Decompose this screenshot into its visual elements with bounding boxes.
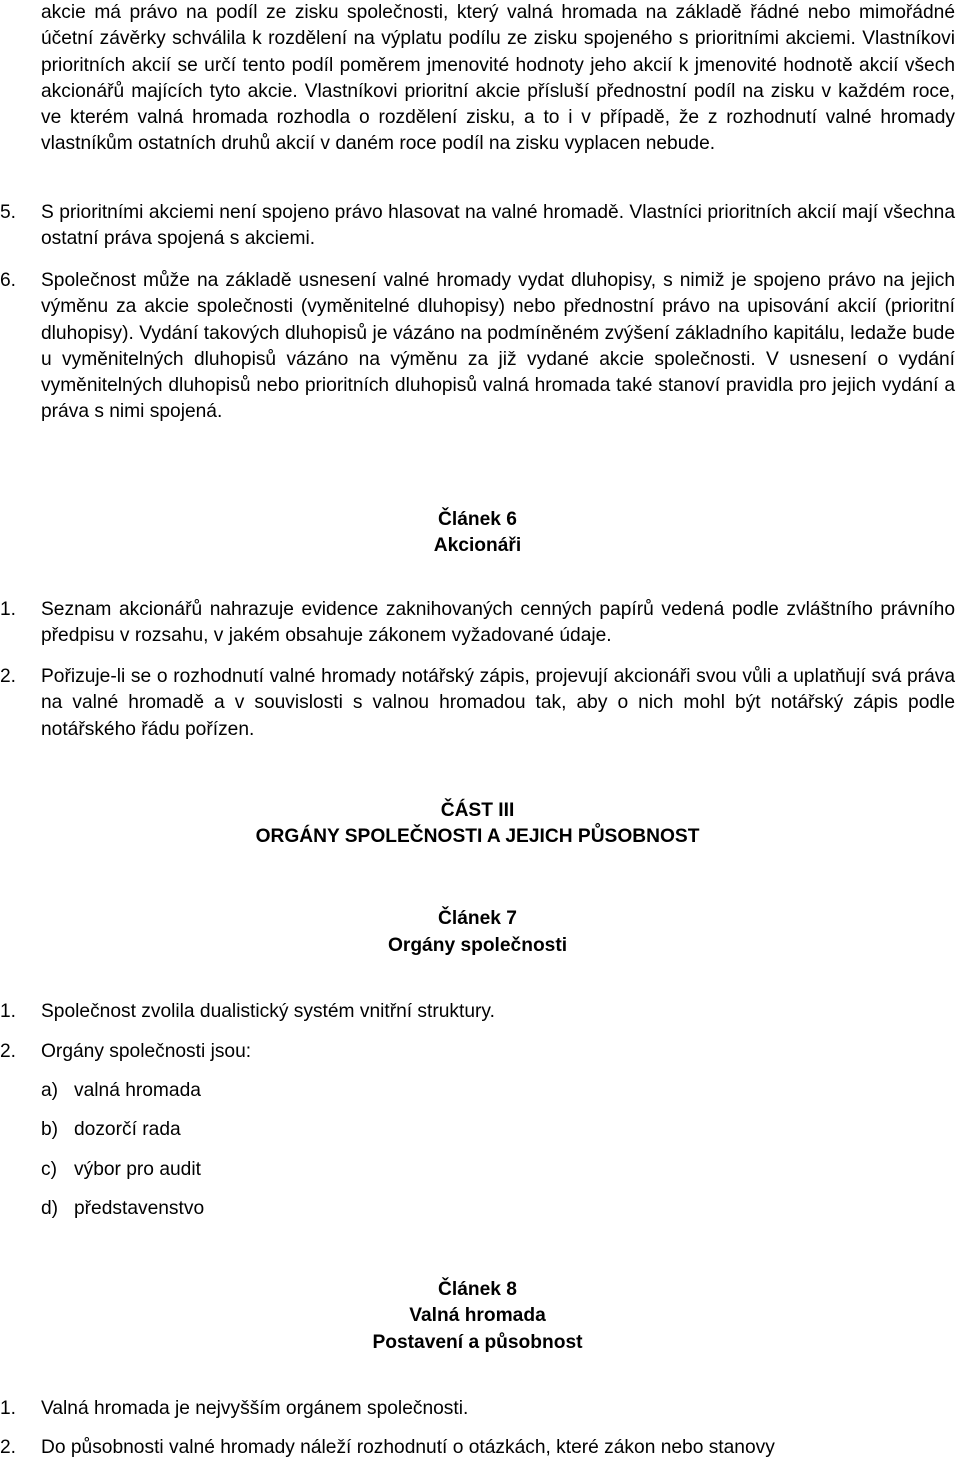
article-8-subtitle: Valná hromada: [409, 1305, 546, 1326]
article-7-subtitle: Orgány společnosti: [387, 935, 568, 956]
paragraph-text: Orgány společnosti jsou:: [41, 1041, 252, 1062]
article-6-item-1: [0, 597, 955, 650]
paragraph-number: 2.: [0, 666, 17, 687]
paragraph-text: akcie má právo na podíl ze zisku společnosti, který valná hromada na základě řádné nebo mimořádné účetní závěrky schválila k rozdělení na výplatu podílu ze zisku spojeného s prioritními akciemi. Vlastníkovi prioritních akcií se určí tento podíl poměrem jmenovité hodnoty jeho akcií k jmenovité hodnotě akcií všech akcionářů majících tyto akcie. Vlastníkovi prioritní akcie přísluší přednostní podíl na zisku v každém roce, ve kterém valná hromada rozhodla o rozdělení zisku, a to i v případě, že z rozhodnutí valné hromady vlastníkům ostatních druhů akcií v daném roce podíl na zisku vyplacen nebude.: [41, 2, 955, 155]
paragraph-text: Společnost může na základě usnesení valné hromady vydat dluhopisy, s nimiž je spojeno právo na jejich výměnu za akcie společnosti (vyměnitelné dluhopisy) nebo přednostní právo na upisování akcií (prioritní dluhopisy). Vydání takových dluhopisů je vázáno na podmíněném zvýšení základního kapitálu, ledaže bude u vyměnitelných dluhopisů vázáno na výměnu za již vydané akcie společnosti. V usnesení o vydání vyměnitelných dluhopisů nebo prioritních dluhopisů valná hromada také stanoví pravidla pro jejich vydání a práva s nimi spojená.: [41, 270, 955, 423]
article-7-title: Článek 7: [438, 908, 517, 929]
list-text: dozorčí rada: [74, 1119, 181, 1140]
organ-list-item: [41, 1196, 204, 1222]
article-8-title: Článek 8: [438, 1279, 517, 1300]
paragraph-text: Do působnosti valné hromady náleží rozhodnutí o otázkách, které zákon nebo stanovy: [41, 1437, 775, 1458]
article-8-item-2: [0, 1435, 955, 1461]
organ-list-item: [41, 1078, 201, 1104]
paragraph-continuation: [0, 0, 955, 158]
article-7-item-2: [0, 1039, 955, 1065]
paragraph-number: 1.: [0, 1398, 17, 1419]
paragraph-number: 1.: [0, 599, 17, 620]
part-3-subtitle: ORGÁNY SPOLEČNOSTI A JEJICH PŮSOBNOST: [255, 826, 700, 847]
paragraph-text: S prioritními akciemi není spojeno právo hlasovat na valné hromadě. Vlastníci prioritních akcií mají všechna ostatní práva spojená s akciemi.: [41, 202, 955, 250]
paragraph-text: Pořizuje-li se o rozhodnutí valné hromady notářský zápis, projevují akcionáři svou vůli a uplatňují svá práva na valné hromadě a v souvislosti s valnou hromadou tak, aby o nich mohl být notářský zápis podle notářského řádu pořízen.: [41, 666, 955, 740]
list-letter: c): [41, 1159, 57, 1180]
paragraph-number: 1.: [0, 1001, 17, 1022]
list-letter: d): [41, 1198, 59, 1219]
paragraph-number: 6.: [0, 270, 17, 291]
paragraph-text: Společnost zvolila dualistický systém vnitřní struktury.: [41, 1001, 495, 1022]
paragraph-6: [0, 268, 955, 426]
organ-list-item: [41, 1117, 181, 1143]
article-7-item-1: [0, 999, 955, 1025]
article-8-item-1: [0, 1396, 955, 1422]
paragraph-number: 2.: [0, 1437, 17, 1458]
list-letter: b): [41, 1119, 59, 1140]
paragraph-text: Seznam akcionářů nahrazuje evidence zaknihovaných cenných papírů vedená podle zvláštního právního předpisu v rozsahu, v jakém obsahuje zákonem vyžadované údaje.: [41, 599, 955, 647]
article-8-subtitle-2: Postavení a působnost: [372, 1332, 583, 1353]
list-letter: a): [41, 1080, 59, 1101]
paragraph-text: Valná hromada je nejvyšším orgánem společnosti.: [41, 1398, 469, 1419]
article-6-subtitle: Akcionáři: [433, 535, 522, 556]
paragraph-5: [0, 200, 955, 253]
list-text: výbor pro audit: [74, 1159, 201, 1180]
paragraph-number: 5.: [0, 202, 17, 223]
list-text: představenstvo: [74, 1198, 205, 1219]
list-text: valná hromada: [74, 1080, 201, 1101]
organ-list-item: [41, 1157, 201, 1183]
paragraph-number: 2.: [0, 1041, 17, 1062]
part-3-title: ČÁST III: [440, 800, 515, 821]
article-6-item-2: [0, 664, 955, 743]
article-6-title: Článek 6: [438, 509, 517, 530]
